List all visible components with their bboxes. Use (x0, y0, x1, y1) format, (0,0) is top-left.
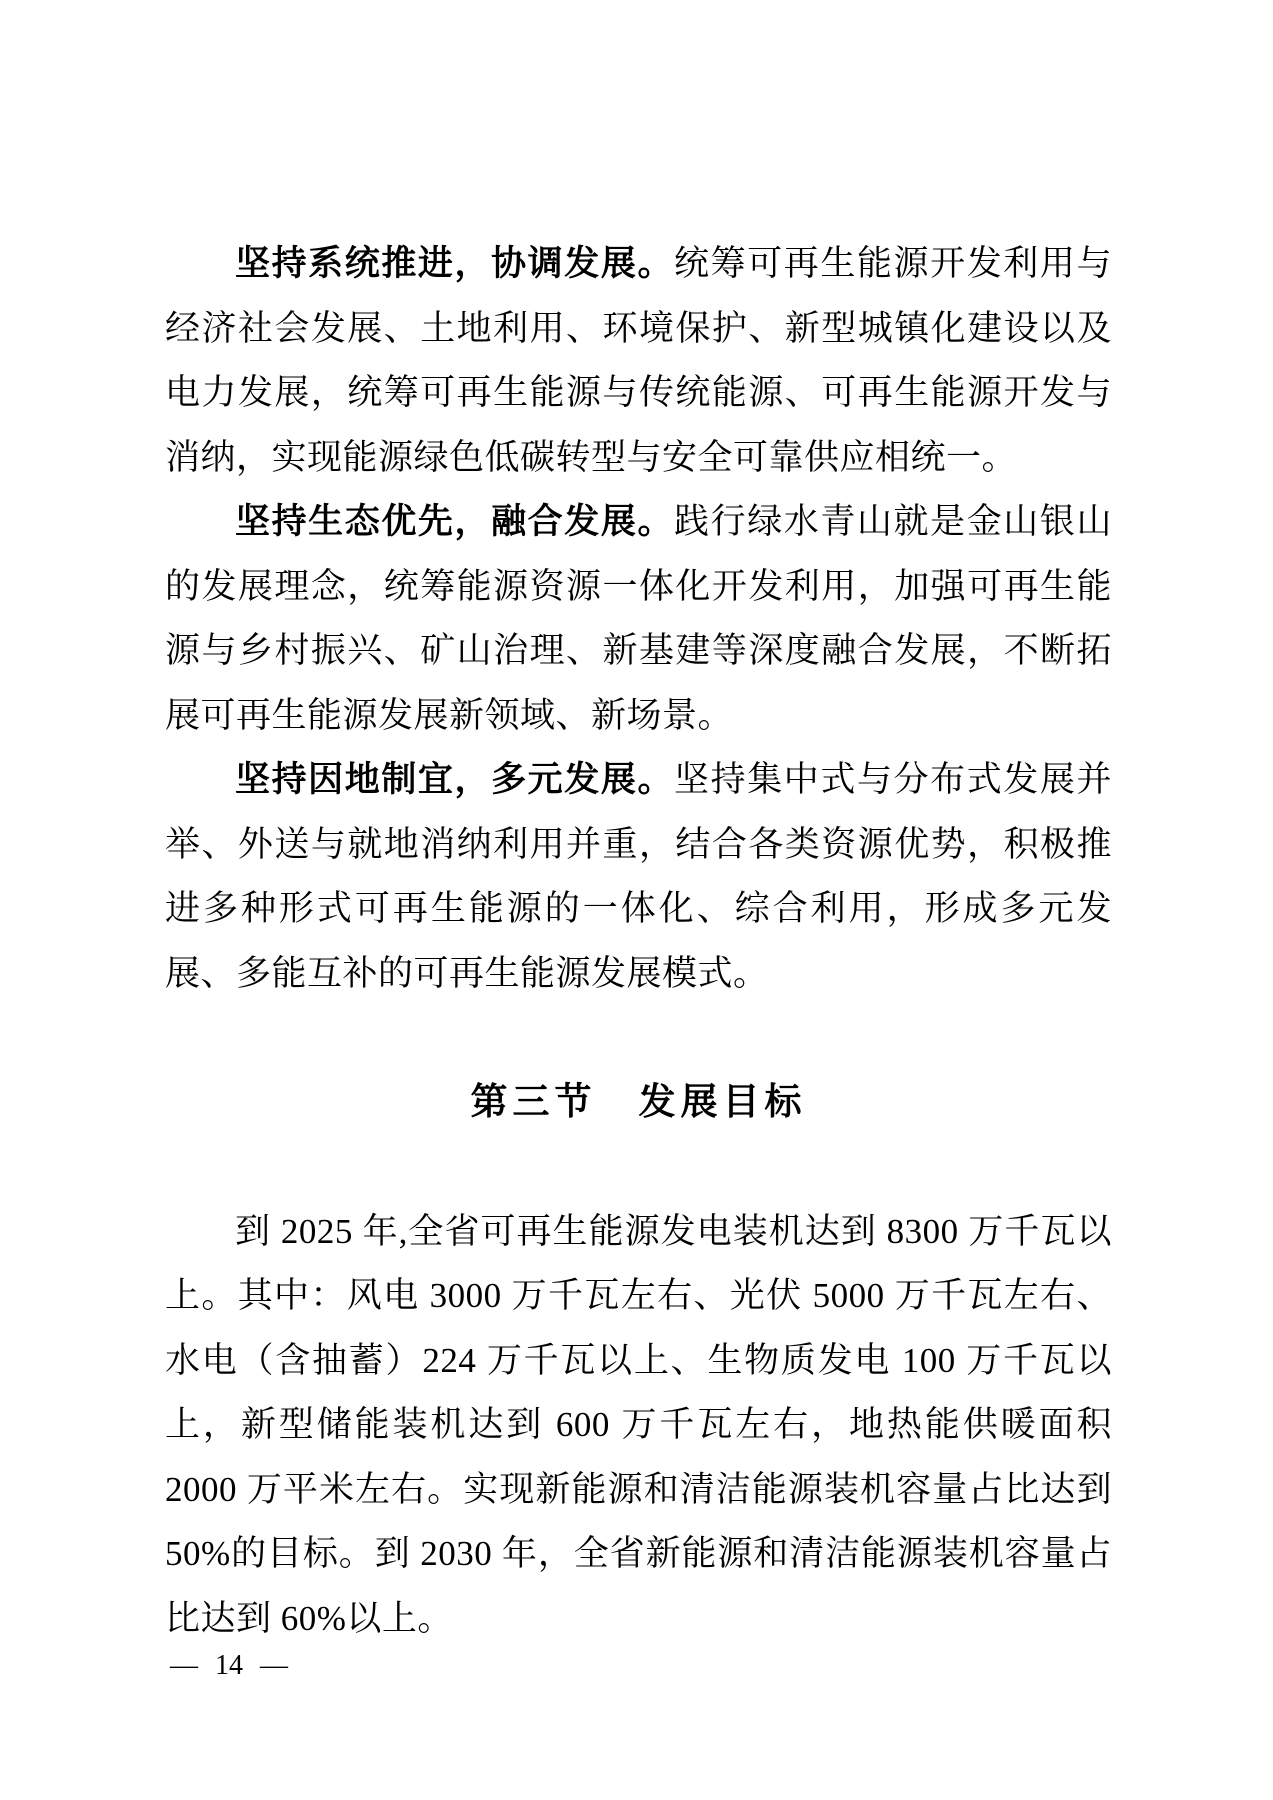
page-content (165, 232, 1112, 1651)
paragraph-lead: 坚持生态优先，融合发展。 (235, 502, 675, 541)
section-heading: 第三节 发展目标 (470, 1081, 807, 1123)
paragraph (165, 748, 1112, 1006)
paragraph-lead: 坚持因地制宜，多元发展。 (235, 760, 675, 799)
paragraph-text: 坚持集中式与分布式发展并举、外送与就地消纳利用并重，结合各类资源优势，积极推进多种形式可再生能源的一体化、综合利用，形成多元发展、多能互补的可再生能源发展模式。 (165, 760, 1112, 993)
paragraph-text: 统筹可再生能源开发利用与经济社会发展、土地利用、环境保护、新型城镇化建设以及电力发展，统筹可再生能源与传统能源、可再生能源开发与消纳，实现能源绿色低碳转型与安全可靠供应相统一。 (165, 244, 1112, 477)
goals-paragraph: 到 2025 年,全省可再生能源发电装机达到 8300 万千瓦以上。其中：风电 3000 万千瓦左右、光伏 5000 万千瓦左右、水电（含抽蓄）224 万千瓦以上、生物质发电 100 万千瓦以上，新型储能装机达到 600 万千瓦左右，地热能供暖面积 2000 万平米左右。实现新能源和清洁能源装机容量占比达到 50%的目标。到 2030 年，全省新能源和清洁能源装机容量占比达到 60%以上。 (165, 1211, 1112, 1638)
paragraph-lead: 坚持系统推进，协调发展。 (235, 244, 675, 283)
page-number: — 14 — (170, 1650, 288, 1681)
paragraph-text: 践行绿水青山就是金山银山的发展理念，统筹能源资源一体化开发利用，加强可再生能源与乡村振兴、矿山治理、新基建等深度融合发展，不断拓展可再生能源发展新领域、新场景。 (165, 502, 1112, 735)
paragraph (165, 490, 1112, 748)
paragraph (165, 232, 1112, 490)
